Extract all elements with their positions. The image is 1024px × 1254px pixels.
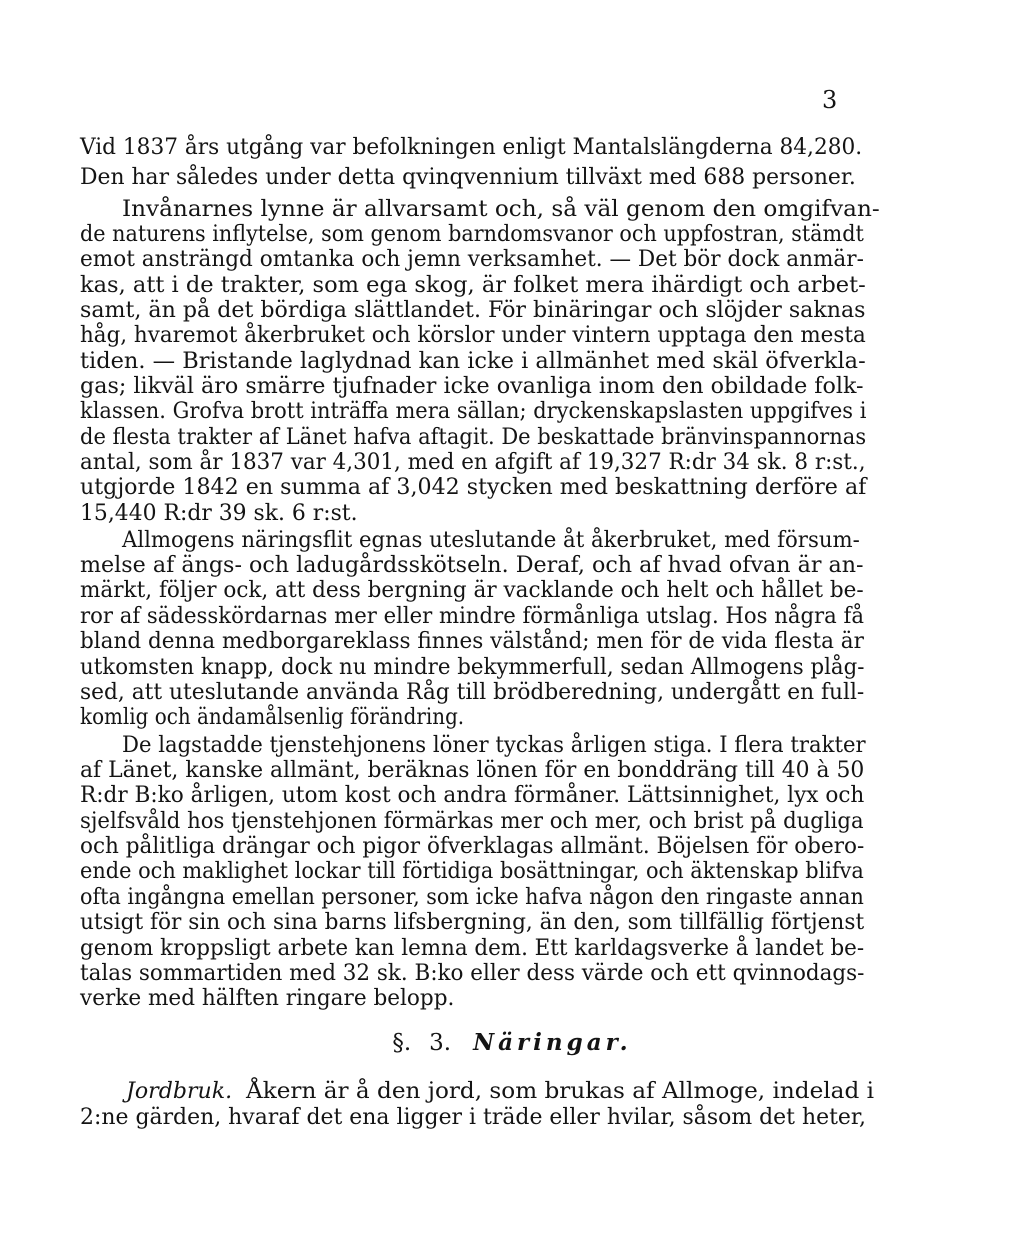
text-line: komlig och ändamålsenlig förändring. xyxy=(80,704,465,730)
text-line: R:dr B:ko årligen, utom kost och andra förmåner. Lättsinnighet, lyx och xyxy=(80,782,865,808)
text-line: och pålitliga drängar och pigor öfverklagas allmänt. Böjelsen för obero- xyxy=(80,833,865,859)
text-line: bland denna medborgareklass finnes välstånd; men för de vida flesta är xyxy=(80,628,864,654)
text-line: sed, att uteslutande använda Råg till brödberedning, undergått en full- xyxy=(80,679,865,705)
section-symbol: §. xyxy=(392,1030,412,1056)
text-line: 15,440 R:dr 39 sk. 6 r:st. xyxy=(80,500,358,526)
text-line: håg, hvaremot åkerbruket och körslor under vintern upptaga den mesta xyxy=(80,322,866,348)
text-line: Allmogens näringsflit egnas uteslutande åt åkerbruket, med försum- xyxy=(122,527,860,553)
text-line: antal, som år 1837 var 4,301, med en afgift af 19,327 R:dr 34 sk. 8 r:st., xyxy=(80,449,866,475)
jordbruk-label: Jordbruk. xyxy=(126,1078,233,1104)
text-line: de flesta trakter af Länet hafva aftagit. De beskattade bränvinspannornas xyxy=(80,424,867,450)
text-line: ror af sädesskördarnas mer eller mindre förmånliga utslag. Hos några få xyxy=(80,603,864,629)
text-line: genom kroppsligt arbete kan lemna dem. Ett karldagsverke å landet be- xyxy=(80,935,865,961)
text-line: utkomsten knapp, dock nu mindre bekymmerfull, sedan Allmogens plåg- xyxy=(80,654,865,680)
page-number: 3 xyxy=(822,86,838,114)
text-line: märkt, följer ock, att dess bergning är vacklande och helt och hållet be- xyxy=(80,577,864,603)
text-line: samt, än på det bördiga slättlandet. För binäringar och slöjder saknas xyxy=(80,297,866,323)
text-line: Invånarnes lynne är allvarsamt och, så väl genom den omgifvan- xyxy=(122,196,880,222)
text-line: de naturens inflytelse, som genom barndomsvanor och uppfostran, stämdt xyxy=(80,221,864,247)
text-line: verke med hälften ringare belopp. xyxy=(80,985,455,1011)
text-line: sjelfsvåld hos tjenstehjonen förmärkas mer och mer, och brist på dugliga xyxy=(80,808,864,834)
text-line: emot ansträngd omtanka och jemn verksamhet. — Det bör dock anmär- xyxy=(80,246,864,272)
text-line: af Länet, kanske allmänt, beräknas lönen för en bonddräng till 40 à 50 xyxy=(80,757,865,783)
text-line: talas sommartiden med 32 sk. B:ko eller dess värde och ett qvinnodags- xyxy=(80,960,865,986)
section-title: Näringar. xyxy=(473,1029,632,1056)
text-line: Åkern är å den jord, som brukas af Allmoge, indelad i xyxy=(246,1078,875,1104)
text-line: klassen. Grofva brott inträffa mera sällan; dryckenskapslasten uppgifves i xyxy=(80,398,867,424)
section-heading xyxy=(0,1028,1024,1058)
text-line: utgjorde 1842 en summa af 3,042 stycken med beskattning derföre af xyxy=(80,474,867,500)
text-line: Vid 1837 års utgång var befolkningen enligt Mantalslängderna 84,280. xyxy=(80,134,863,160)
text-line: kas, att i de trakter, som ega skog, är folket mera ihärdigt och arbet- xyxy=(80,272,866,298)
text-line: 2:ne gärden, hvaraf det ena ligger i träde eller hvilar, såsom det heter, xyxy=(80,1104,866,1130)
text-line: melse af ängs- och ladugårdsskötseln. Deraf, och af hvad ofvan är an- xyxy=(80,552,864,578)
section-number: 3. xyxy=(429,1030,452,1056)
text-line: De lagstadde tjenstehjonens löner tyckas årligen stiga. I flera trakter xyxy=(122,732,866,758)
text-line: tiden. — Bristande laglydnad kan icke i allmänhet med skäl öfverkla- xyxy=(80,348,866,374)
text-line: Den har således under detta qvinqvennium tillväxt med 688 personer. xyxy=(80,164,856,190)
text-line: ende och maklighet lockar till förtidiga bosättningar, och äktenskap blifva xyxy=(80,858,864,884)
text-line: ofta ingångna emellan personer, som icke hafva någon den ringaste annan xyxy=(80,884,864,910)
text-line: gas; likväl äro smärre tjufnader icke ovanliga inom den obildade folk- xyxy=(80,373,864,399)
text-line: utsigt för sin och sina barns lifsbergning, än den, som tillfällig förtjenst xyxy=(80,909,865,935)
